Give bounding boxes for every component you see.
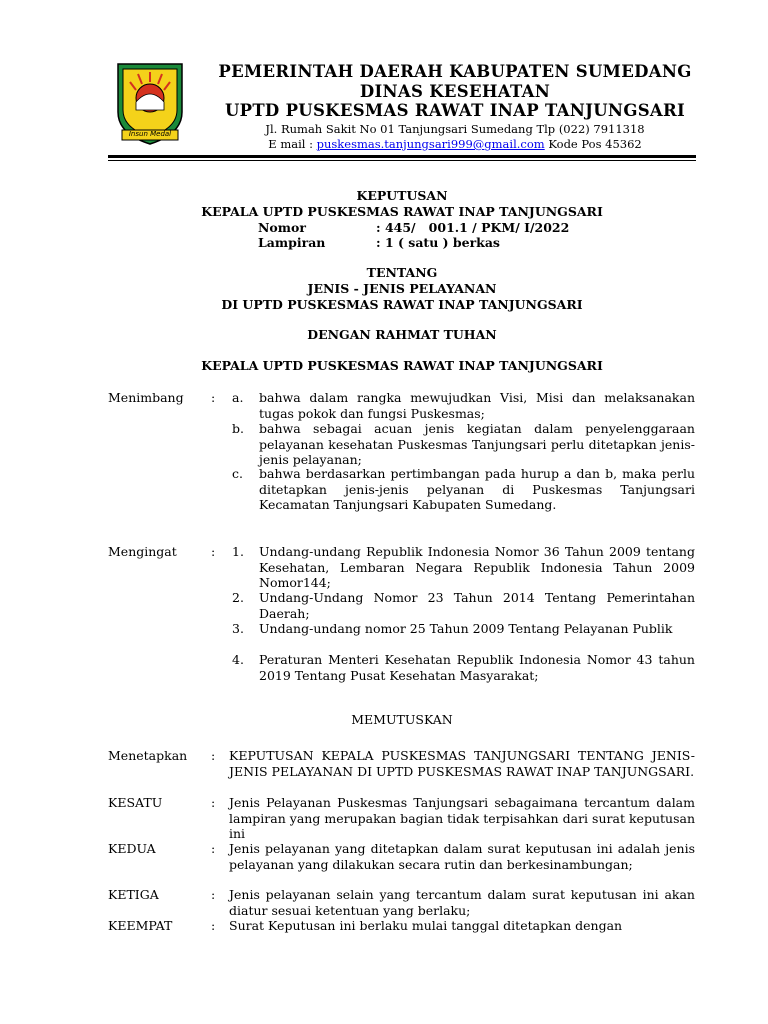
rahmat-heading: DENGAN RAHMAT TUHAN — [307, 327, 497, 342]
letterhead-address: Jl. Rumah Sakit No 01 Tanjungsari Sumedang Tlp (022) 7911318 — [265, 122, 645, 136]
email-link[interactable]: puskesmas.tanjungsari999@gmail.com — [316, 137, 545, 151]
kedua-colon: : — [211, 841, 216, 856]
mengingat-mark-3: 3. — [232, 621, 244, 636]
kesatu-colon: : — [211, 795, 216, 810]
keempat-label: KEEMPAT — [108, 918, 173, 933]
letterhead-institution: UPTD PUSKESMAS RAWAT INAP TANJUNGSARI — [224, 101, 686, 120]
mengingat-item-4: Peraturan Menteri Kesehatan Republik Indonesia Nomor 43 tahun 2019 Tentang Pusat Kesehatan Masyarakat; — [259, 652, 695, 683]
mengingat-item-2: Undang-Undang Nomor 23 Tahun 2014 Tentang Pemerintahan Daerah; — [259, 590, 695, 621]
decree-title: KEPUTUSAN — [356, 188, 448, 203]
logo-motto: Insun Medal — [128, 130, 172, 138]
menimbang-mark-c: c. — [232, 466, 243, 481]
ketiga-label: KETIGA — [108, 887, 159, 902]
letterhead-rule-thin — [108, 160, 696, 161]
mengingat-item-3: Undang-undang nomor 25 Tahun 2009 Tentang Pelayanan Publik — [259, 621, 673, 636]
issuer-heading: KEPALA UPTD PUSKESMAS RAWAT INAP TANJUNGSARI — [201, 358, 603, 373]
memutuskan-heading: MEMUTUSKAN — [351, 712, 453, 727]
mengingat-mark-4: 4. — [232, 652, 244, 667]
mengingat-colon: : — [211, 544, 216, 559]
menetapkan-label: Menetapkan — [108, 748, 188, 763]
menimbang-mark-b: b. — [232, 421, 244, 436]
letterhead-government: PEMERINTAH DAERAH KABUPATEN SUMEDANG — [218, 62, 692, 81]
mengingat-item-1: Undang-undang Republik Indonesia Nomor 36 Tahun 2009 tentang Kesehatan, Lembaran Negara Republik Indonesia Tahun 2009 Nomor144; — [259, 544, 695, 590]
menimbang-label: Menimbang — [108, 390, 184, 405]
decree-issuer: KEPALA UPTD PUSKESMAS RAWAT INAP TANJUNGSARI — [201, 204, 603, 219]
tentang-heading: TENTANG — [366, 265, 438, 280]
kedua-label: KEDUA — [108, 841, 156, 856]
menimbang-item-b: bahwa sebagai acuan jenis kegiatan dalam penyelenggaraan pelayanan kesehatan Puskesmas Tanjungsari perlu ditetapkan jenis-jenis pelayanan; — [259, 421, 695, 467]
nomor-value: : 445/ 001.1 / PKM/ I/2022 — [376, 220, 570, 235]
lampiran-value: : 1 ( satu ) berkas — [376, 235, 500, 250]
letterhead-department: DINAS KESEHATAN — [359, 82, 551, 101]
kesatu-label: KESATU — [108, 795, 163, 810]
letterhead-contact — [200, 137, 710, 151]
menetapkan-text: KEPUTUSAN KEPALA PUSKESMAS TANJUNGSARI TENTANG JENIS-JENIS PELAYANAN DI UPTD PUSKESMAS RAWAT INAP TANJUNGSARI. — [229, 748, 695, 779]
mengingat-mark-1: 1. — [232, 544, 244, 559]
postal-code: Kode Pos 45362 — [544, 137, 642, 151]
email-label: E mail : — [268, 137, 317, 151]
subject-line-2: DI UPTD PUSKESMAS RAWAT INAP TANJUNGSARI — [221, 297, 583, 312]
mengingat-label: Mengingat — [108, 544, 177, 559]
ketiga-colon: : — [211, 887, 216, 902]
nomor-label: Nomor — [258, 220, 306, 235]
ketiga-text: Jenis pelayanan selain yang tercantum dalam surat keputusan ini akan diatur sesuai ketentuan yang berlaku; — [229, 887, 695, 918]
kedua-text: Jenis pelayanan yang ditetapkan dalam surat keputusan ini adalah jenis pelayanan yang dilakukan secara rutin dan berkesinambungan; — [229, 841, 695, 872]
letterhead-rule-thick — [108, 155, 696, 158]
keempat-text: Surat Keputusan ini berlaku mulai tanggal ditetapkan dengan — [229, 918, 623, 933]
kesatu-text: Jenis Pelayanan Puskesmas Tanjungsari sebagaimana tercantum dalam lampiran yang merupakan bagian tidak terpisahkan dari surat keputusan ini — [229, 795, 695, 841]
mengingat-mark-2: 2. — [232, 590, 244, 605]
lampiran-label: Lampiran — [258, 235, 326, 250]
keempat-colon: : — [211, 918, 216, 933]
menimbang-item-a: bahwa dalam rangka mewujudkan Visi, Misi dan melaksanakan tugas pokok dan fungsi Puskesmas; — [259, 390, 695, 421]
menetapkan-colon: : — [211, 748, 216, 763]
subject-line-1: JENIS - JENIS PELAYANAN — [307, 281, 497, 296]
menimbang-item-c: bahwa berdasarkan pertimbangan pada hurup a dan b, maka perlu ditetapkan jenis-jenis pelyanan di Puskesmas Tanjungsari Kecamatan Tanjungsari Kabupaten Sumedang. — [259, 466, 695, 512]
menimbang-colon: : — [211, 390, 216, 405]
menimbang-mark-a: a. — [232, 390, 244, 405]
